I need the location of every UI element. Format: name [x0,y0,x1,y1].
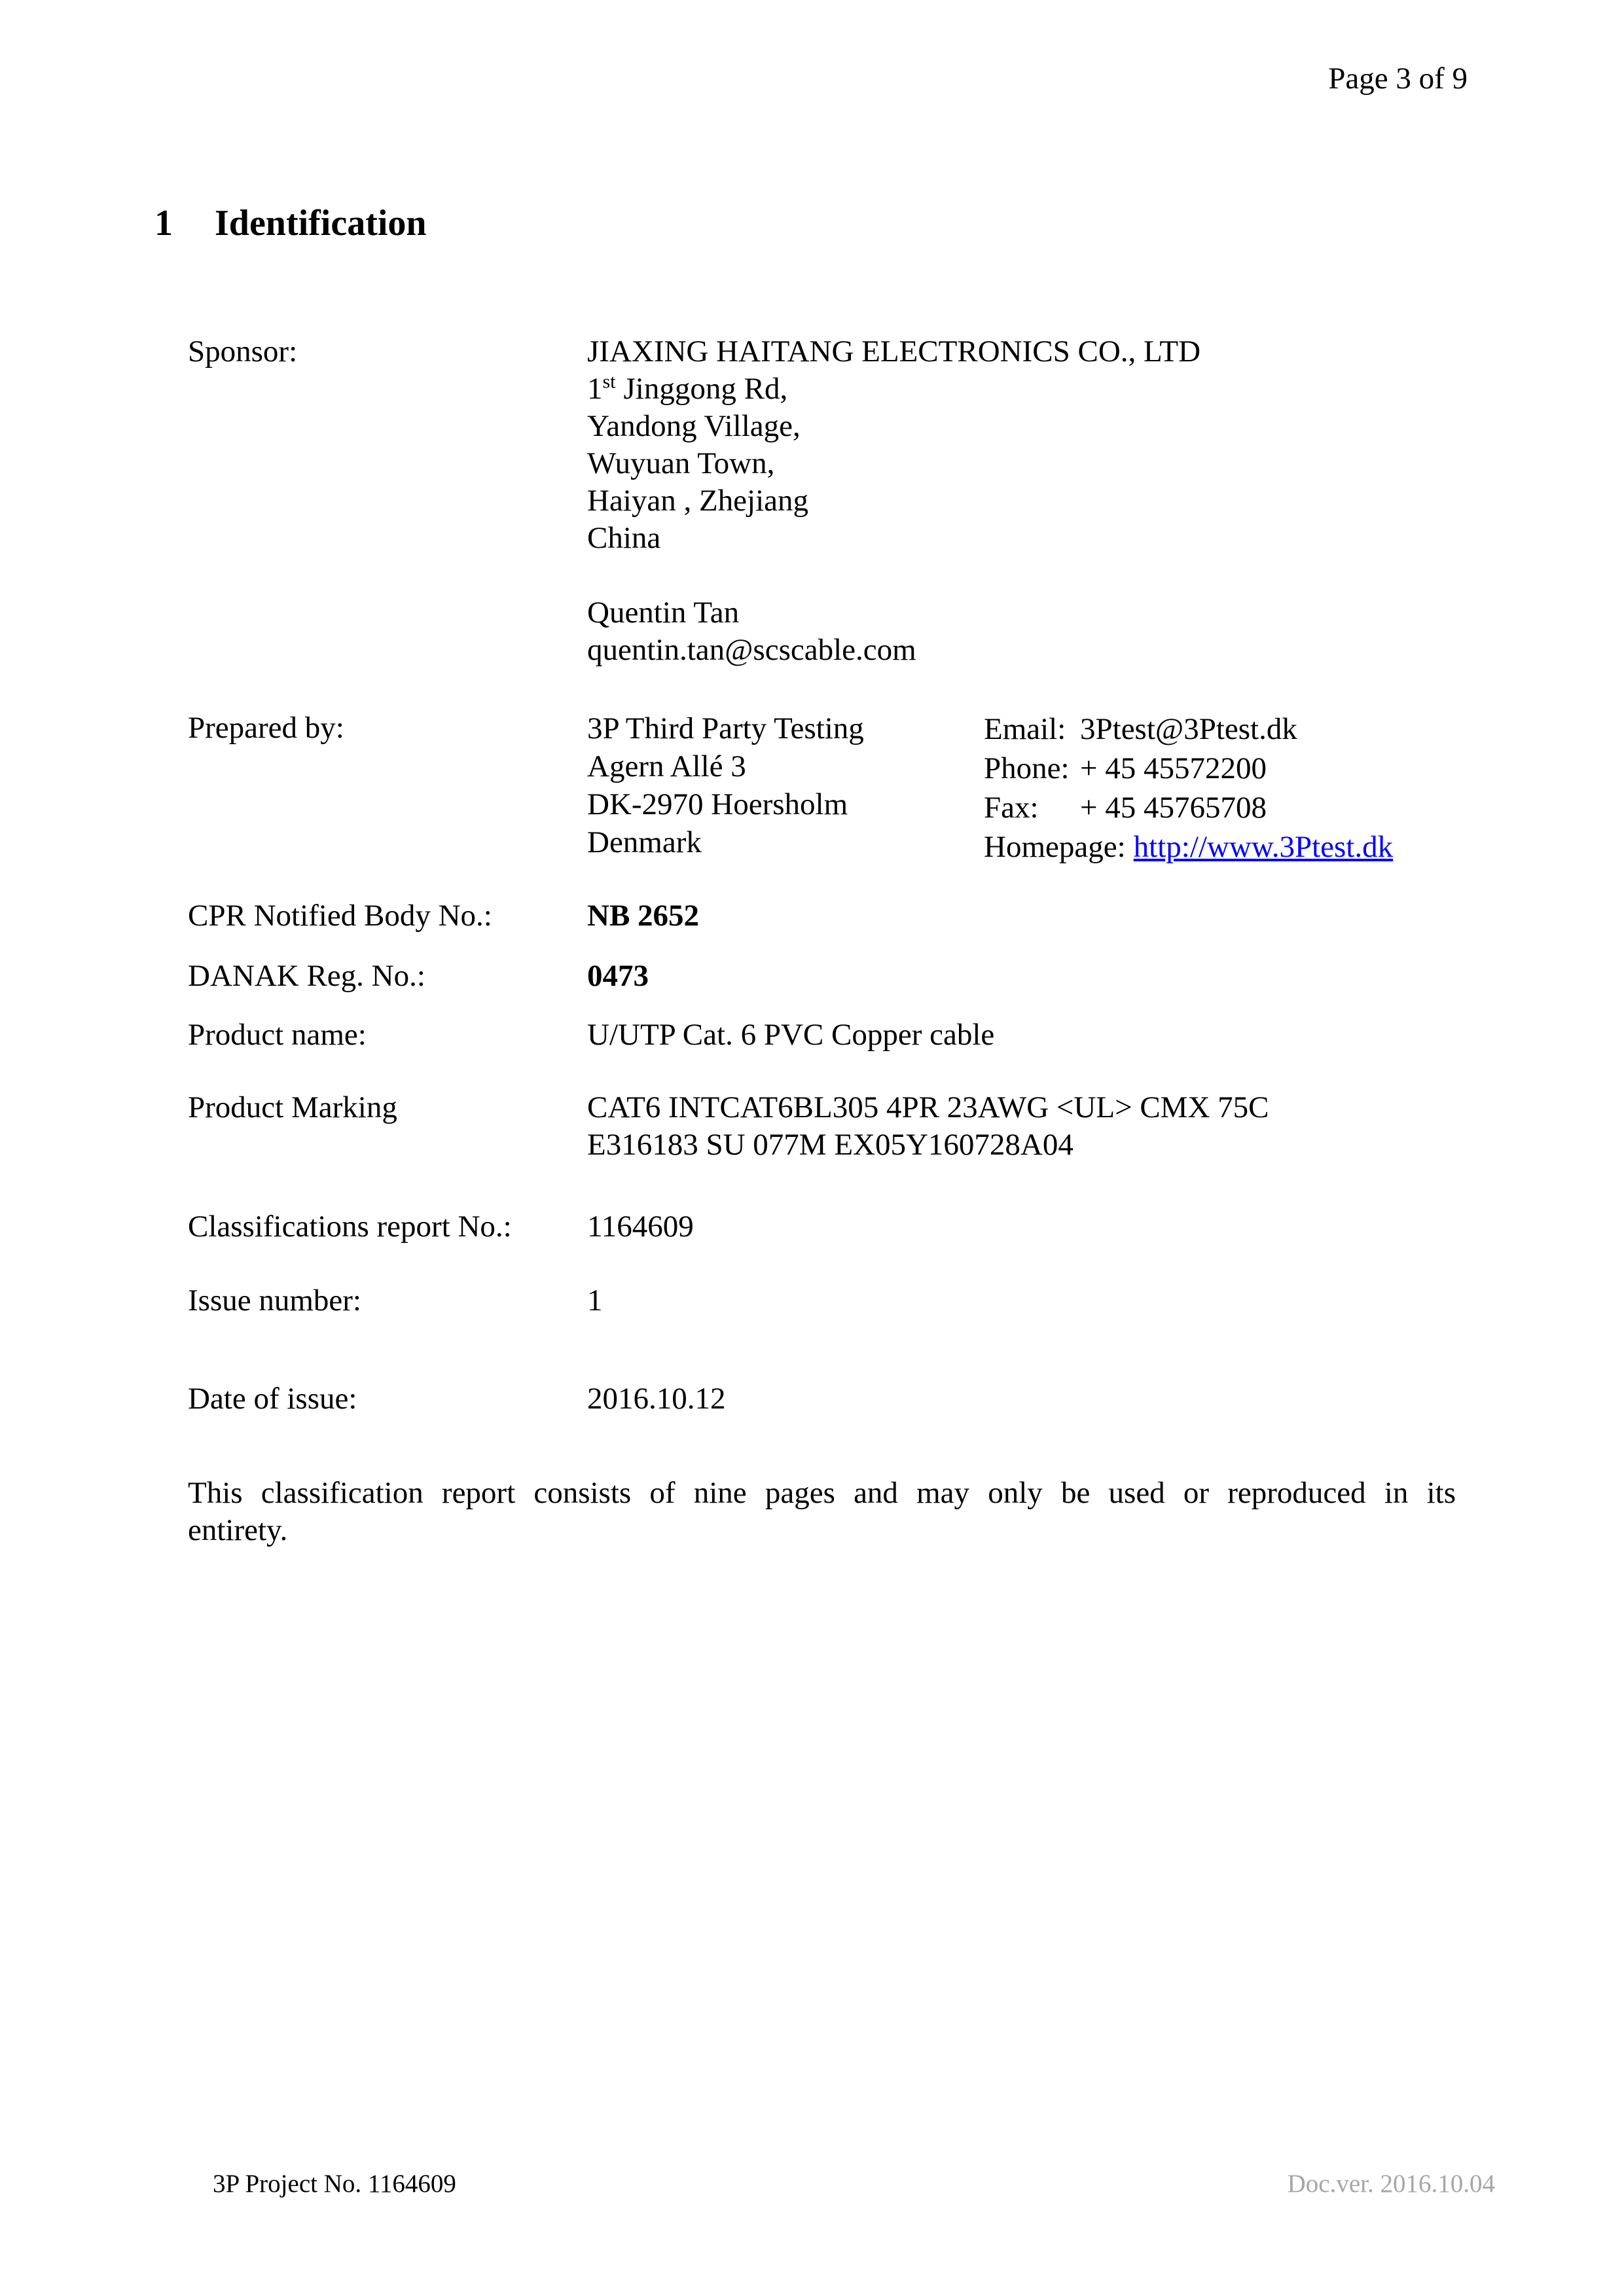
street-ordinal: st [602,370,616,393]
contact-homepage-line [984,827,1468,867]
issue-number-label: Issue number: [188,1283,361,1318]
doc-version: Doc.ver. 2016.10.04 [1287,2170,1495,2198]
product-marking-line: E316183 SU 077M EX05Y160728A04 [587,1128,1074,1162]
project-number: 3P Project No. 1164609 [213,2170,456,2198]
product-marking-label: Product Marking [188,1090,397,1124]
sponsor-contact-email: quentin.tan@scscable.com [587,633,916,667]
section-heading [154,202,427,245]
report-number-row [188,1208,1468,1246]
prepared-by-value [587,709,1468,867]
sponsor-row [188,333,1468,669]
cpr-notified-body-row [188,897,1468,935]
email-label: Email: [984,712,1066,746]
contact-email-line [984,709,1468,749]
email-value: 3Ptest@3Ptest.dk [1080,712,1297,746]
sponsor-address-line: Yandong Village, [587,409,801,443]
fax-label: Fax: [984,791,1039,825]
fax-value: + 45 45765708 [1080,791,1267,825]
prepared-address-line: DK-2970 Hoersholm [587,787,848,821]
sponsor-company: JIAXING HAITANG ELECTRONICS CO., LTD [587,334,1201,368]
entirety-note [188,1475,1456,1549]
phone-value: + 45 45572200 [1080,751,1267,785]
product-marking-line: CAT6 INTCAT6BL305 4PR 23AWG <UL> CMX 75C [587,1090,1269,1124]
homepage-label: Homepage: [984,830,1126,864]
report-number-label: Classifications report No.: [188,1210,512,1244]
sponsor-address-line: Wuyuan Town, [587,446,775,480]
report-number-value: 1164609 [587,1210,694,1244]
product-name-row [188,1016,1468,1054]
danak-reg-row [188,958,1468,995]
danak-label: DANAK Reg. No.: [188,959,425,993]
prepared-by-label: Prepared by: [188,711,344,745]
sponsor-street-line [587,370,1468,408]
sponsor-label: Sponsor: [188,334,298,368]
product-name-label: Product name: [188,1018,367,1052]
street-name: Jinggong Rd, [623,372,788,406]
prepared-address-line: Agern Allé 3 [587,749,746,783]
prepared-address-line: Denmark [587,825,702,859]
date-of-issue-label: Date of issue: [188,1382,357,1416]
blank-line [587,557,1468,594]
prepared-address-line: 3P Third Party Testing [587,711,864,745]
product-marking-row [188,1089,1468,1164]
date-of-issue-row [188,1380,1468,1418]
prepared-by-row [188,709,1468,867]
phone-label: Phone: [984,751,1070,785]
page-number: Page 3 of 9 [1328,62,1468,96]
section-number: 1 [154,203,173,243]
product-name-value: U/UTP Cat. 6 PVC Copper cable [587,1018,995,1052]
sponsor-value [587,333,1468,669]
homepage-link[interactable]: http://www.3Ptest.dk [1133,830,1394,864]
sponsor-contact-name: Quentin Tan [587,596,740,630]
cpr-label: CPR Notified Body No.: [188,899,492,933]
street-number: 1 [587,372,603,406]
issue-number-value: 1 [587,1283,603,1318]
product-marking-value [587,1089,1468,1164]
prepared-by-contact [984,709,1468,867]
contact-fax-line [984,788,1468,827]
sponsor-address-line: Haiyan , Zhejiang [587,484,809,518]
note-line: This classification report consists of nine pages and may only be used or reproduced in its [188,1476,1456,1510]
date-of-issue-value: 2016.10.12 [587,1382,726,1416]
note-line: entirety. [188,1513,288,1547]
sponsor-address-line: China [587,521,661,555]
issue-number-row [188,1282,1468,1319]
page-footer [213,2168,1495,2199]
section-title: Identification [215,203,427,243]
danak-value: 0473 [587,959,649,993]
contact-phone-line [984,749,1468,788]
cpr-value: NB 2652 [587,899,700,933]
prepared-by-address [587,709,984,861]
